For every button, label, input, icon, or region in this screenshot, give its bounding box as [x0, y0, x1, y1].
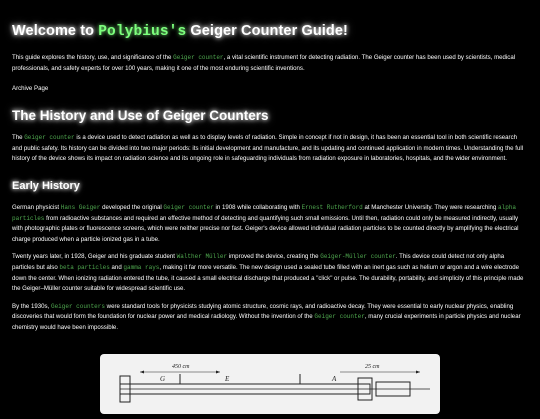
paragraph-text: were standard tools for physicists studying atomic structure, cosmic rays, and radioactive decay. They were essential to early nuclear physics, enabling discoveries that would form the foundation for nuclear power and medical radiology. Without the invention of the — [12, 302, 514, 321]
inline-code: Ernest Rutherford — [301, 203, 363, 211]
geiger-tube-diagram — [100, 354, 440, 414]
inline-code: Geiger counter — [163, 203, 214, 211]
length-label: 450 cm — [172, 364, 190, 370]
paragraph-text: German physicist — [12, 203, 61, 211]
inline-code: beta particles — [59, 263, 110, 271]
intro-text: , a vital scientific instrument for detecting radiation. The Geiger counter has been used by scientists, medical professionals, and safety experts for over 100 years, making it one of the most enduring scientific inventions. — [12, 54, 516, 72]
dimension-arrow — [216, 371, 220, 374]
dimension-arrow — [140, 371, 144, 374]
diagram-drawing — [100, 354, 440, 414]
paragraph-text: is a device used to detect radiation as well as to display levels of radiation. Simple in concept if not in design, it has been an essential tool in both scientific research and public safety. Its history can be divided into two major periods: its initial development and manufacture, and its updating and continued application in modern times. Understanding the full history of the device shows its impact on radiation science and its ongoing role in safeguarding individuals from radiation exposure in laboratories, hospitals, and the wider environment. — [12, 134, 524, 163]
paragraph-text: developed the original — [100, 203, 164, 211]
paragraph-text: and — [109, 263, 124, 271]
short-length-label: 25 cm — [365, 364, 380, 370]
early-paragraph-1 — [12, 203, 528, 245]
inline-code: Geiger counter — [314, 313, 365, 321]
paragraph-text: , making it far more versatile. The new design used a sealed tube filled with an inert gas such as helium or argon and a wire electrode down the center. When ionizing radiation entered the tube, it caused a small electrical discharge that produced a "click" or pulse. The durability, portability, and simplicity of this principle made the Geiger–Müller counter suitable for widespread scientific use. — [12, 263, 524, 293]
paragraph-text: at Manchester University. They were researching — [362, 203, 499, 211]
inline-code: Hans Geiger — [60, 203, 101, 211]
early-paragraph-3 — [12, 302, 528, 334]
label-e: E — [225, 375, 230, 383]
early-paragraph-2 — [12, 252, 528, 294]
section-title: The History and Use of Geiger Counters — [12, 108, 269, 124]
inline-code: Geiger counter — [24, 134, 75, 142]
brand-name: Polybius's — [98, 24, 187, 40]
paragraph-text: By the 1930s, — [12, 302, 51, 310]
inline-code: Geiger-Müller counter — [320, 253, 396, 261]
inline-code: Walther Müller — [176, 253, 228, 261]
paragraph-text: in 1908 while collaborating with — [213, 203, 302, 211]
archive-page-link[interactable]: Archive Page — [12, 85, 49, 93]
title-prefix: Welcome to — [12, 23, 99, 39]
label-g: G — [160, 375, 166, 383]
paragraph-text: from radioactive substances and required an effective method of detecting and quantifying such small emissions. Until then, radiation could only be measured indirectly, usually with photographic plates or fluorescence screens, which were neither precise nor fast. Geiger's device allowed individual radiation particles to be counted directly by amplifying the electrical charge produced when a particle ionized gas in a tube. — [12, 214, 519, 243]
page-title — [12, 0, 528, 40]
paragraph-text: Twenty years later, in 1928, Geiger and his graduate student — [12, 253, 177, 261]
paragraph-text: , many crucial experiments in particle physics and nuclear chemistry would have been impossible. — [12, 313, 521, 331]
paragraph-text: . This device could detect not only alpha particles but also — [12, 253, 505, 271]
dimension-arrow — [416, 371, 420, 374]
inline-code: gamma rays — [123, 263, 160, 271]
inline-code: Geiger counters — [50, 302, 105, 310]
paragraph-text: The — [12, 134, 25, 142]
intro-text: This guide explores the history, use, and significance of the — [12, 54, 174, 61]
intro-paragraph — [12, 53, 528, 74]
title-suffix: Geiger Counter Guide! — [186, 23, 348, 39]
paragraph-text: improved the device, creating the — [227, 253, 321, 261]
inline-code: Geiger counter — [173, 54, 224, 61]
label-a: A — [332, 375, 337, 383]
early-history-heading: Early History — [12, 179, 80, 192]
inline-code: alpha particles — [12, 203, 517, 222]
section-paragraph — [12, 133, 528, 165]
